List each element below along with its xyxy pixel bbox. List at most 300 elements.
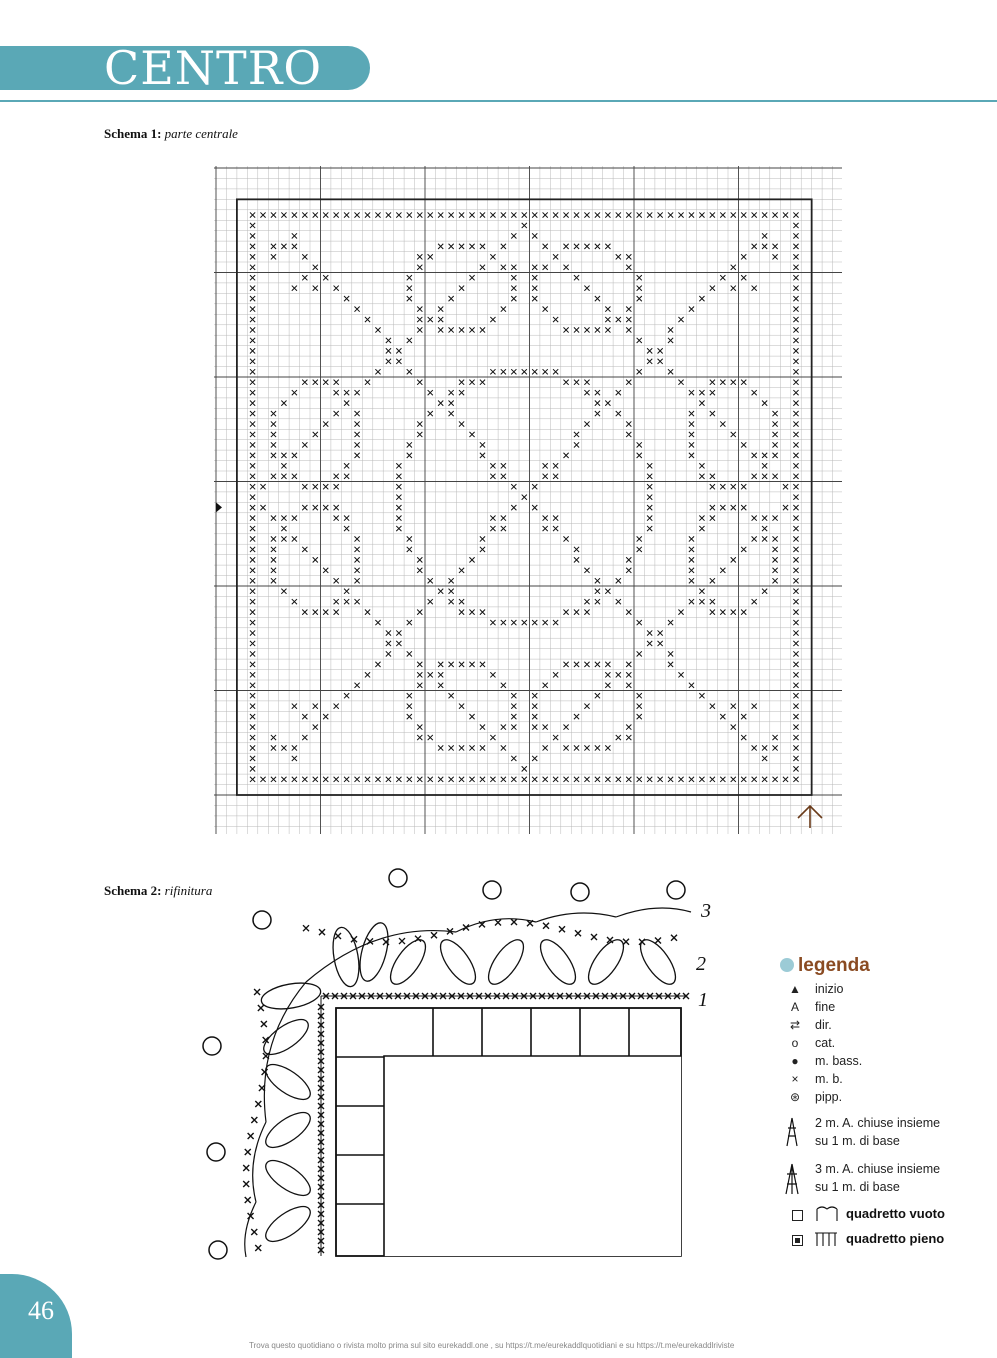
filled-cell-mark	[553, 474, 558, 479]
filled-cell-mark	[386, 630, 391, 635]
single-crochet-mark	[254, 989, 260, 995]
filled-cell-mark	[762, 526, 767, 531]
filled-cell-mark	[271, 547, 276, 552]
filled-cell-mark	[396, 212, 401, 217]
filled-cell-mark	[772, 442, 777, 447]
filled-cell-mark	[250, 641, 255, 646]
filled-cell-mark	[511, 693, 516, 698]
filled-cell-mark	[511, 756, 516, 761]
filled-cell-mark	[762, 244, 767, 249]
filled-cell-mark	[553, 620, 558, 625]
filled-cell-mark	[386, 641, 391, 646]
filled-cell-mark	[334, 610, 339, 615]
filled-cell-mark	[532, 724, 537, 729]
filled-cell-mark	[793, 662, 798, 667]
filled-cell-mark	[793, 411, 798, 416]
filled-cell-mark	[563, 265, 568, 270]
filled-cell-mark	[511, 620, 516, 625]
filled-cell-mark	[710, 578, 715, 583]
filled-cell-mark	[313, 777, 318, 782]
filled-cell-mark	[595, 411, 600, 416]
filled-cell-mark	[250, 745, 255, 750]
filled-cell-mark	[449, 327, 454, 332]
filled-cell-mark	[532, 275, 537, 280]
filled-cell-mark	[480, 745, 485, 750]
filled-cell-mark	[616, 254, 621, 259]
filled-cell-mark	[563, 244, 568, 249]
filled-cell-mark	[543, 463, 548, 468]
filled-cell-mark	[271, 244, 276, 249]
filled-cell-mark	[459, 390, 464, 395]
filled-cell-mark	[501, 369, 506, 374]
filled-cell-mark	[793, 421, 798, 426]
filled-cell-mark	[375, 212, 380, 217]
filled-cell-mark	[511, 369, 516, 374]
filled-cell-mark	[375, 777, 380, 782]
filled-cell-mark	[532, 704, 537, 709]
filled-cell-mark	[250, 735, 255, 740]
filled-cell-mark	[334, 484, 339, 489]
page-title: CENTRO	[104, 41, 323, 95]
filled-cell-mark	[647, 359, 652, 364]
filled-cell-mark	[271, 453, 276, 458]
filled-cell-mark	[480, 212, 485, 217]
filled-cell-mark	[396, 505, 401, 510]
filled-cell-mark	[626, 327, 631, 332]
filled-cell-mark	[271, 735, 276, 740]
filled-cell-mark	[605, 306, 610, 311]
schema1-subtitle: parte centrale	[164, 126, 238, 141]
filled-cell-mark	[281, 536, 286, 541]
filled-cell-mark	[522, 369, 527, 374]
filled-cell-mark	[292, 244, 297, 249]
filled-cell-mark	[469, 380, 474, 385]
filled-cell-mark	[428, 390, 433, 395]
filled-cell-mark	[668, 651, 673, 656]
filled-cell-mark	[417, 317, 422, 322]
filled-cell-mark	[302, 714, 307, 719]
filled-cell-mark	[417, 212, 422, 217]
single-crochet-mark	[511, 919, 517, 925]
filled-cell-mark	[668, 212, 673, 217]
filled-cell-mark	[281, 745, 286, 750]
filled-cell-mark	[417, 735, 422, 740]
start-row-arrow-icon	[216, 502, 222, 512]
filled-cell-mark	[689, 411, 694, 416]
filled-cell-mark	[793, 359, 798, 364]
filled-cell-mark	[793, 442, 798, 447]
filled-cell-mark	[511, 275, 516, 280]
filled-cell-mark	[710, 286, 715, 291]
filled-cell-mark	[772, 411, 777, 416]
filled-cell-mark	[480, 777, 485, 782]
filled-cell-mark	[605, 672, 610, 677]
filled-cell-mark	[584, 777, 589, 782]
filled-cell-mark	[668, 620, 673, 625]
filled-cell-mark	[710, 484, 715, 489]
single-crochet-mark	[248, 1133, 254, 1139]
filled-cell-mark	[793, 275, 798, 280]
filled-cell-mark	[783, 212, 788, 217]
slip-stitch-icon: ●	[791, 1054, 799, 1068]
filled-cell-mark	[793, 578, 798, 583]
single-crochet-mark	[303, 925, 309, 931]
filled-cell-mark	[250, 557, 255, 562]
filled-cell-mark	[271, 578, 276, 583]
filled-cell-mark	[501, 212, 506, 217]
filled-cell-mark	[626, 254, 631, 259]
filled-cell-mark	[480, 442, 485, 447]
filled-cell-mark	[637, 651, 642, 656]
filled-cell-mark	[668, 327, 673, 332]
filled-cell-mark	[626, 380, 631, 385]
filled-cell-mark	[647, 505, 652, 510]
filled-cell-mark	[250, 401, 255, 406]
filled-cell-mark	[480, 610, 485, 615]
filled-cell-mark	[532, 756, 537, 761]
filled-cell-mark	[793, 327, 798, 332]
filled-cell-mark	[793, 599, 798, 604]
filled-cell-mark	[323, 275, 328, 280]
filled-cell-mark	[511, 212, 516, 217]
filled-cell-mark	[731, 557, 736, 562]
filled-cell-mark	[449, 777, 454, 782]
filled-cell-mark	[626, 724, 631, 729]
filled-cell-mark	[334, 704, 339, 709]
filled-cell-mark	[313, 704, 318, 709]
legend-item-label: dir.	[815, 1018, 832, 1032]
filled-cell-mark	[522, 223, 527, 228]
filled-cell-mark	[793, 338, 798, 343]
filled-cell-mark	[323, 610, 328, 615]
filled-cell-mark	[271, 212, 276, 217]
filled-cell-mark	[793, 306, 798, 311]
filled-cell-mark	[292, 704, 297, 709]
filled-cell-mark	[428, 578, 433, 583]
filled-cell-mark	[741, 484, 746, 489]
filled-cell-mark	[637, 338, 642, 343]
filled-cell-mark	[396, 515, 401, 520]
filled-cell-mark	[532, 296, 537, 301]
filled-cell-mark	[752, 390, 757, 395]
filled-cell-mark	[490, 463, 495, 468]
filled-cell-mark	[438, 777, 443, 782]
filled-cell-mark	[689, 421, 694, 426]
filled-cell-mark	[281, 401, 286, 406]
filled-cell-mark	[428, 254, 433, 259]
filled-cell-mark	[752, 599, 757, 604]
schema1-filet-chart	[214, 166, 842, 834]
filled-cell-mark	[271, 254, 276, 259]
filled-cell-mark	[595, 212, 600, 217]
filled-cell-mark	[689, 578, 694, 583]
filled-cell-mark	[762, 756, 767, 761]
filled-cell-mark	[793, 704, 798, 709]
filled-cell-mark	[490, 474, 495, 479]
filled-cell-mark	[469, 212, 474, 217]
filled-cell-mark	[543, 620, 548, 625]
filled-cell-mark	[469, 327, 474, 332]
filled-cell-mark	[793, 286, 798, 291]
single-crochet-mark	[431, 932, 437, 938]
filled-cell-mark	[793, 526, 798, 531]
filled-cell-mark	[532, 265, 537, 270]
filled-cell-mark	[658, 212, 663, 217]
filled-cell-mark	[250, 704, 255, 709]
filled-cell-mark	[522, 777, 527, 782]
filled-cell-mark	[459, 662, 464, 667]
filled-cell-mark	[281, 212, 286, 217]
filled-cell-mark	[396, 474, 401, 479]
filled-cell-mark	[637, 777, 642, 782]
filled-cell-mark	[396, 526, 401, 531]
filled-cell-mark	[459, 212, 464, 217]
filled-cell-mark	[584, 286, 589, 291]
filled-cell-mark	[605, 745, 610, 750]
filled-cell-mark	[459, 380, 464, 385]
filled-cell-mark	[762, 745, 767, 750]
legend-empty-square-label: quadretto vuoto	[846, 1206, 945, 1221]
filled-cell-mark	[417, 724, 422, 729]
filled-cell-mark	[344, 777, 349, 782]
filled-cell-mark	[250, 505, 255, 510]
filled-cell-mark	[793, 390, 798, 395]
filled-cell-mark	[647, 348, 652, 353]
filled-cell-mark	[250, 411, 255, 416]
filled-cell-mark	[354, 557, 359, 562]
filled-cell-mark	[407, 212, 412, 217]
filled-cell-mark	[250, 359, 255, 364]
filled-cell-mark	[281, 463, 286, 468]
legend-cluster2-line1: 2 m. A. chiuse insieme	[815, 1116, 941, 1130]
filled-cell-mark	[752, 745, 757, 750]
filled-cell-mark	[459, 286, 464, 291]
filled-cell-mark	[553, 463, 558, 468]
filled-cell-mark	[741, 380, 746, 385]
filled-cell-mark	[522, 212, 527, 217]
filled-cell-mark	[689, 453, 694, 458]
filled-cell-mark	[699, 589, 704, 594]
filled-cell-mark	[783, 505, 788, 510]
filled-cell-mark	[584, 599, 589, 604]
single-crochet-mark	[251, 1229, 257, 1235]
single-crochet-mark	[243, 1165, 249, 1171]
filled-cell-mark	[731, 484, 736, 489]
filled-cell-mark	[469, 745, 474, 750]
filled-cell-mark	[752, 777, 757, 782]
single-crochet-mark	[245, 1149, 251, 1155]
filled-cell-mark	[626, 421, 631, 426]
filled-cell-mark	[511, 484, 516, 489]
filled-cell-mark	[501, 463, 506, 468]
filled-cell-mark	[334, 411, 339, 416]
filled-cell-mark	[271, 536, 276, 541]
filled-cell-mark	[469, 610, 474, 615]
filled-cell-mark	[417, 662, 422, 667]
filled-cell-mark	[260, 505, 265, 510]
filled-cell-mark	[699, 515, 704, 520]
filled-cell-mark	[354, 212, 359, 217]
filled-cell-mark	[689, 557, 694, 562]
filled-cell-mark	[595, 578, 600, 583]
filled-cell-mark	[459, 421, 464, 426]
filled-cell-mark	[762, 463, 767, 468]
filled-cell-mark	[407, 286, 412, 291]
filled-cell-mark	[490, 515, 495, 520]
filled-cell-mark	[490, 369, 495, 374]
filled-cell-mark	[647, 526, 652, 531]
filled-cell-mark	[793, 557, 798, 562]
filled-cell-mark	[689, 390, 694, 395]
filled-cell-mark	[793, 212, 798, 217]
filled-cell-mark	[490, 672, 495, 677]
filled-cell-mark	[647, 777, 652, 782]
filled-cell-mark	[752, 515, 757, 520]
filled-cell-mark	[793, 401, 798, 406]
filled-cell-mark	[344, 296, 349, 301]
filled-cell-mark	[449, 390, 454, 395]
legend-item	[776, 1158, 976, 1204]
filled-cell-mark	[302, 380, 307, 385]
filled-cell-mark	[574, 714, 579, 719]
filled-cell-mark	[678, 777, 683, 782]
filled-cell-mark	[396, 630, 401, 635]
filled-cell-mark	[407, 275, 412, 280]
filled-cell-mark	[250, 683, 255, 688]
filled-cell-mark	[428, 317, 433, 322]
header-rule	[0, 100, 997, 102]
filled-cell-mark	[417, 672, 422, 677]
filled-cell-mark	[480, 327, 485, 332]
full-square-icon	[792, 1235, 803, 1246]
filled-cell-mark	[752, 704, 757, 709]
filled-cell-mark	[626, 735, 631, 740]
filled-cell-mark	[313, 432, 318, 437]
filled-cell-mark	[281, 777, 286, 782]
filled-cell-mark	[710, 390, 715, 395]
filled-cell-mark	[271, 442, 276, 447]
filled-cell-mark	[250, 421, 255, 426]
single-crochet-mark	[399, 938, 405, 944]
filled-cell-mark	[365, 610, 370, 615]
filled-cell-mark	[793, 547, 798, 552]
filled-cell-mark	[772, 735, 777, 740]
filled-cell-mark	[511, 233, 516, 238]
legend	[776, 952, 976, 1254]
filled-cell-mark	[647, 641, 652, 646]
filled-cell-mark	[731, 704, 736, 709]
filled-cell-mark	[793, 630, 798, 635]
filled-cell-mark	[334, 578, 339, 583]
schema1-caption	[104, 126, 238, 142]
filled-cell-mark	[772, 212, 777, 217]
filled-cell-mark	[793, 683, 798, 688]
filled-cell-mark	[793, 745, 798, 750]
filled-cell-mark	[428, 599, 433, 604]
filled-cell-mark	[658, 348, 663, 353]
filled-cell-mark	[574, 380, 579, 385]
filled-cell-mark	[292, 286, 297, 291]
filled-cell-mark	[762, 589, 767, 594]
filled-cell-mark	[250, 589, 255, 594]
filled-cell-mark	[250, 265, 255, 270]
filled-cell-mark	[605, 244, 610, 249]
schema2-label: Schema 2:	[104, 883, 162, 898]
filled-cell-mark	[302, 735, 307, 740]
row-number-2: 2	[696, 953, 706, 975]
filled-cell-mark	[501, 265, 506, 270]
filled-cell-mark	[731, 777, 736, 782]
filled-cell-mark	[250, 275, 255, 280]
filled-cell-mark	[250, 432, 255, 437]
filled-cell-mark	[793, 756, 798, 761]
filled-cell-mark	[428, 777, 433, 782]
filled-cell-mark	[511, 777, 516, 782]
filled-cell-mark	[772, 578, 777, 583]
filled-cell-mark	[543, 683, 548, 688]
filled-cell-mark	[793, 495, 798, 500]
filled-cell-mark	[574, 547, 579, 552]
filled-cell-mark	[637, 620, 642, 625]
filled-cell-mark	[584, 212, 589, 217]
filled-cell-mark	[344, 474, 349, 479]
filled-cell-mark	[793, 515, 798, 520]
filled-cell-mark	[501, 244, 506, 249]
filled-cell-mark	[250, 463, 255, 468]
filled-cell-mark	[323, 484, 328, 489]
filled-cell-mark	[793, 641, 798, 646]
filled-cell-mark	[793, 589, 798, 594]
filled-cell-mark	[354, 442, 359, 447]
filled-cell-mark	[658, 777, 663, 782]
filled-cell-mark	[480, 244, 485, 249]
filled-cell-mark	[647, 630, 652, 635]
filled-cell-mark	[710, 411, 715, 416]
filled-cell-mark	[501, 745, 506, 750]
single-crochet-mark	[415, 936, 421, 942]
single-crochet-mark	[335, 933, 341, 939]
filled-cell-mark	[459, 568, 464, 573]
single-crochet-mark	[319, 929, 325, 935]
filled-cell-mark	[302, 442, 307, 447]
filled-cell-mark	[668, 777, 673, 782]
filled-cell-mark	[344, 463, 349, 468]
filled-cell-mark	[553, 672, 558, 677]
filled-cell-mark	[584, 610, 589, 615]
filled-cell-mark	[793, 453, 798, 458]
filled-cell-mark	[584, 244, 589, 249]
filled-cell-mark	[543, 777, 548, 782]
filled-cell-mark	[647, 474, 652, 479]
filled-cell-mark	[699, 526, 704, 531]
filled-cell-mark	[647, 484, 652, 489]
filled-cell-mark	[543, 474, 548, 479]
filled-cell-mark	[449, 589, 454, 594]
filled-cell-mark	[616, 672, 621, 677]
filled-cell-mark	[574, 244, 579, 249]
filled-cell-mark	[449, 693, 454, 698]
filled-cell-mark	[354, 536, 359, 541]
filled-cell-mark	[386, 777, 391, 782]
filled-cell-mark	[605, 401, 610, 406]
filled-cell-mark	[752, 453, 757, 458]
filled-cell-mark	[417, 421, 422, 426]
filled-cell-mark	[584, 390, 589, 395]
filled-cell-mark	[772, 777, 777, 782]
filled-cell-mark	[313, 484, 318, 489]
filled-cell-mark	[250, 317, 255, 322]
filled-cell-mark	[710, 610, 715, 615]
